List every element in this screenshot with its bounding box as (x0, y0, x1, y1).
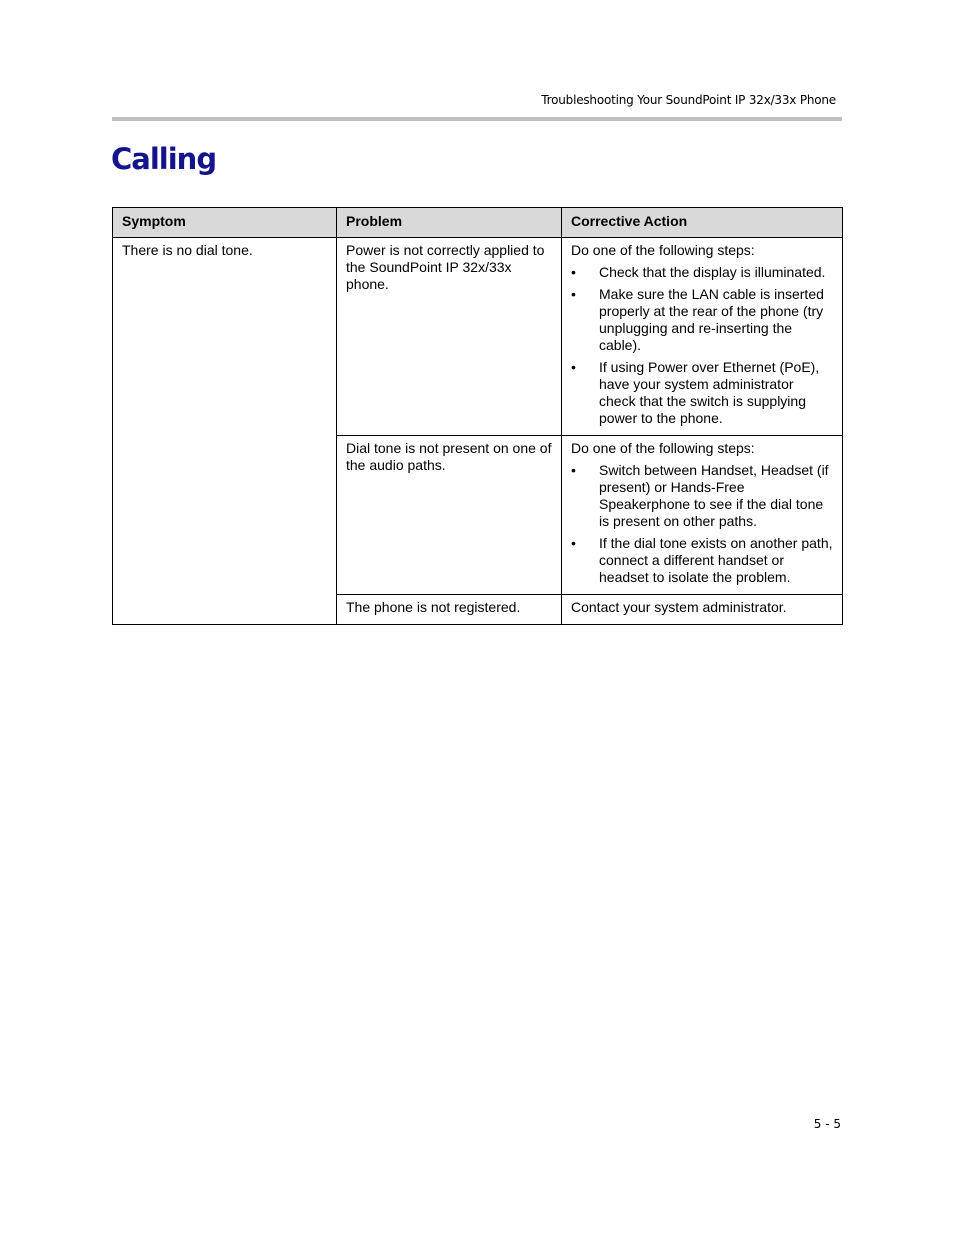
action-cell: Contact your system administrator. (562, 595, 843, 625)
bullet-icon: • (571, 286, 576, 302)
bullet-icon: • (571, 462, 576, 478)
column-header-problem: Problem (337, 208, 562, 238)
troubleshooting-table (112, 207, 843, 625)
page-number: 5 - 5 (813, 1117, 841, 1131)
problem-cell: Dial tone is not present on one of the audio paths. (337, 436, 562, 595)
list-item-text: Switch between Handset, Headset (if present) or Hands-Free Speakerphone to see if the dial tone is present on other paths. (599, 462, 829, 529)
list-item (571, 264, 833, 281)
bullet-icon: • (571, 264, 576, 280)
action-intro: Do one of the following steps: (571, 440, 755, 456)
action-intro: Do one of the following steps: (571, 242, 755, 258)
list-item-text: Make sure the LAN cable is inserted properly at the rear of the phone (try unplugging and re-inserting the cable). (599, 286, 824, 353)
header-rule (112, 117, 842, 121)
column-header-corrective-action: Corrective Action (562, 208, 843, 238)
problem-cell: Power is not correctly applied to the SoundPoint IP 32x/33x phone. (337, 238, 562, 436)
column-header-symptom: Symptom (113, 208, 337, 238)
running-header: Troubleshooting Your SoundPoint IP 32x/33x Phone (541, 93, 836, 107)
bullet-icon: • (571, 359, 576, 375)
symptom-cell: There is no dial tone. (113, 238, 337, 625)
action-cell (562, 436, 843, 595)
action-cell (562, 238, 843, 436)
list-item (571, 462, 833, 530)
problem-cell: The phone is not registered. (337, 595, 562, 625)
list-item (571, 535, 833, 586)
list-item-text: If the dial tone exists on another path, connect a different handset or headset to isolate the problem. (599, 535, 833, 585)
table-header-row (113, 208, 843, 238)
action-list (571, 264, 833, 427)
section-title: Calling (111, 142, 217, 176)
bullet-icon: • (571, 535, 576, 551)
list-item-text: If using Power over Ethernet (PoE), have your system administrator check that the switch is supplying power to the phone. (599, 359, 820, 426)
list-item (571, 359, 833, 427)
list-item-text: Check that the display is illuminated. (599, 264, 826, 280)
table-row (113, 238, 843, 436)
action-list (571, 462, 833, 586)
list-item (571, 286, 833, 354)
